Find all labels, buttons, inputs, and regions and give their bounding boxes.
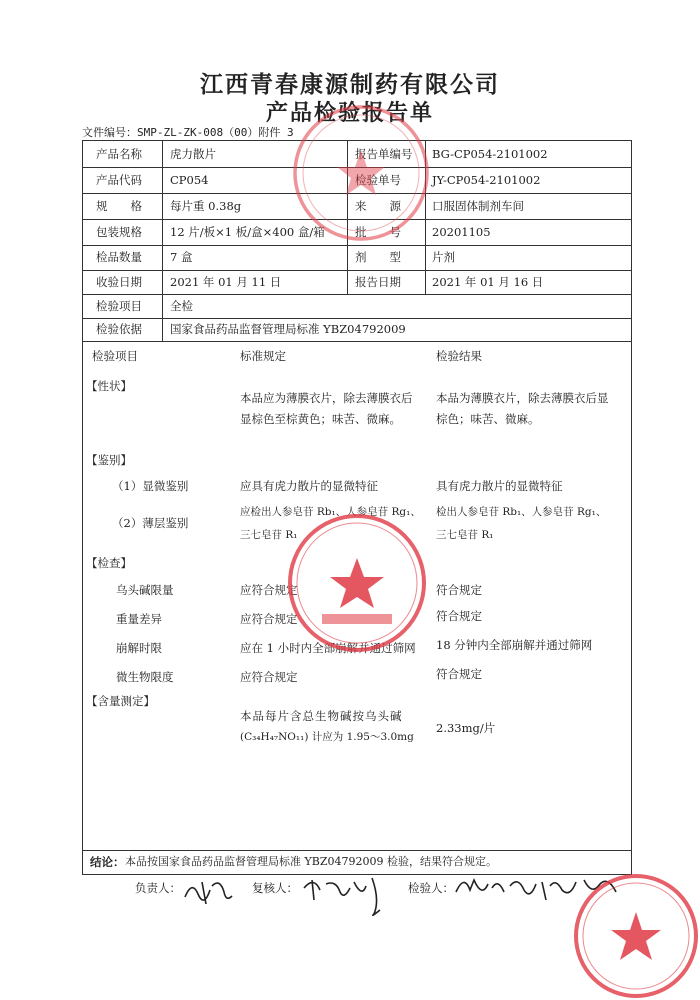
assay-section-heading: 【含量测定】 — [86, 694, 155, 708]
microbial-limit-item: 微生物限度 — [116, 670, 174, 684]
tlc-id-result-line-2: 三七皂苷 R₁ — [436, 529, 494, 541]
package-label: 包装规格 — [96, 225, 142, 239]
source: 口服固体制剂车间 — [432, 199, 524, 213]
column-header-standard: 标准规定 — [240, 349, 286, 363]
tlc-id-standard-line-2: 三七皂苷 R₁ — [240, 529, 298, 541]
check-section-heading: 【检查】 — [86, 556, 132, 570]
report-special-stamp — [282, 508, 432, 658]
receive-date-label: 收验日期 — [96, 275, 142, 289]
disintegration-result: 18 分钟内全部崩解并通过筛网 — [436, 638, 593, 652]
quantity: 7 盒 — [170, 250, 193, 264]
spec: 每片重 0.38g — [170, 199, 242, 213]
tlc-id-standard-line-1: 应检出人参皂苷 Rb₁、人参皂苷 Rg₁、 — [240, 506, 421, 518]
report-no-label: 报告单编号 — [355, 147, 413, 161]
test-no-label: 检验单号 — [355, 173, 401, 187]
spec-label: 规 格 — [96, 199, 142, 213]
microbial-limit-standard: 应符合规定 — [240, 670, 298, 684]
source-label: 来 源 — [355, 199, 401, 213]
product-name: 虎力散片 — [170, 147, 216, 161]
quality-dept-stamp — [568, 868, 698, 998]
test-item-label: 检验项目 — [96, 299, 142, 313]
reviewer-signature — [300, 870, 390, 920]
report-no: BG-CP054-2101002 — [432, 147, 548, 161]
microscopic-id-item: （1）显微鉴别 — [112, 479, 189, 493]
report-date-label: 报告日期 — [355, 275, 401, 289]
company-name: 江西青春康源制药有限公司 — [200, 71, 500, 98]
tlc-id-result-line-1: 检出人参皂苷 Rb₁、人参皂苷 Rg₁、 — [436, 506, 607, 518]
identification-section-heading: 【鉴别】 — [86, 453, 132, 467]
assay-standard-line-1: 本品每片含总生物碱按乌头碱 — [240, 709, 403, 723]
basis-label: 检验依据 — [96, 322, 142, 336]
batch-label: 批 号 — [355, 225, 401, 239]
weight-variation-result: 符合规定 — [436, 609, 482, 623]
test-no: JY-CP054-2101002 — [432, 173, 541, 187]
document-number: 文件编号：SMP-ZL-ZK-008（00）附件 3 — [82, 126, 294, 139]
report-date: 2021 年 01 月 16 日 — [432, 275, 544, 289]
microscopic-id-standard: 应具有虎力散片的显微特征 — [240, 479, 378, 493]
product-code: CP054 — [170, 173, 209, 187]
batch: 20201105 — [432, 225, 491, 239]
aconite-limit-item: 乌头碱限量 — [116, 583, 174, 597]
conclusion-label: 结论： — [90, 855, 125, 869]
aconite-limit-result: 符合规定 — [436, 583, 482, 597]
product-code-label: 产品代码 — [96, 173, 142, 187]
microbial-limit-result: 符合规定 — [436, 667, 482, 681]
microscopic-id-result: 具有虎力散片的显微特征 — [436, 479, 563, 493]
disintegration-item: 崩解时限 — [116, 641, 162, 655]
weight-variation-standard: 应符合规定 — [240, 612, 298, 626]
column-header-result: 检验结果 — [436, 349, 482, 363]
reviewer-label: 复核人： — [252, 881, 298, 895]
weight-variation-item: 重量差异 — [116, 612, 162, 626]
report-title: 产品检验报告单 — [265, 100, 434, 126]
quantity-label: 检品数量 — [96, 250, 142, 264]
character-result-line-2: 棕色；味苦、微麻。 — [436, 412, 540, 426]
receive-date: 2021 年 01 月 11 日 — [170, 275, 282, 289]
aconite-limit-standard: 应符合规定 — [240, 583, 298, 597]
company-inspection-stamp — [286, 98, 436, 248]
assay-standard-line-2: (C₃₄H₄₇NO₁₁) 计应为 1.95～3.0mg — [240, 731, 414, 743]
character-section-heading: 【性状】 — [86, 379, 132, 393]
character-result-line-1: 本品为薄膜衣片，除去薄膜衣后显 — [436, 391, 609, 405]
column-header-item: 检验项目 — [92, 349, 138, 363]
product-name-label: 产品名称 — [96, 147, 142, 161]
character-standard-line-1: 本品应为薄膜衣片，除去薄膜衣后 — [240, 391, 413, 405]
conclusion-text: 本品按国家食品药品监督管理局标准 YBZ04792009 检验，结果符合规定。 — [125, 855, 497, 868]
test-item: 全检 — [170, 299, 193, 313]
dosage-label: 剂 型 — [355, 250, 401, 264]
disintegration-standard: 应在 1 小时内全部崩解并通过筛网 — [240, 641, 416, 655]
package: 12 片/板×1 板/盒×400 盒/箱 — [170, 225, 325, 239]
tlc-id-item: （2）薄层鉴别 — [112, 516, 189, 530]
character-standard-line-2: 显棕色至棕黄色；味苦、微麻。 — [240, 412, 401, 426]
basis: 国家食品药品监督管理局标准 YBZ04792009 — [170, 322, 406, 336]
assay-result: 2.33mg/片 — [436, 721, 496, 735]
responsible-label: 负责人： — [135, 881, 181, 895]
dosage: 片剂 — [432, 250, 455, 264]
responsible-signature — [180, 872, 240, 912]
inspector-label: 检验人： — [408, 881, 454, 895]
